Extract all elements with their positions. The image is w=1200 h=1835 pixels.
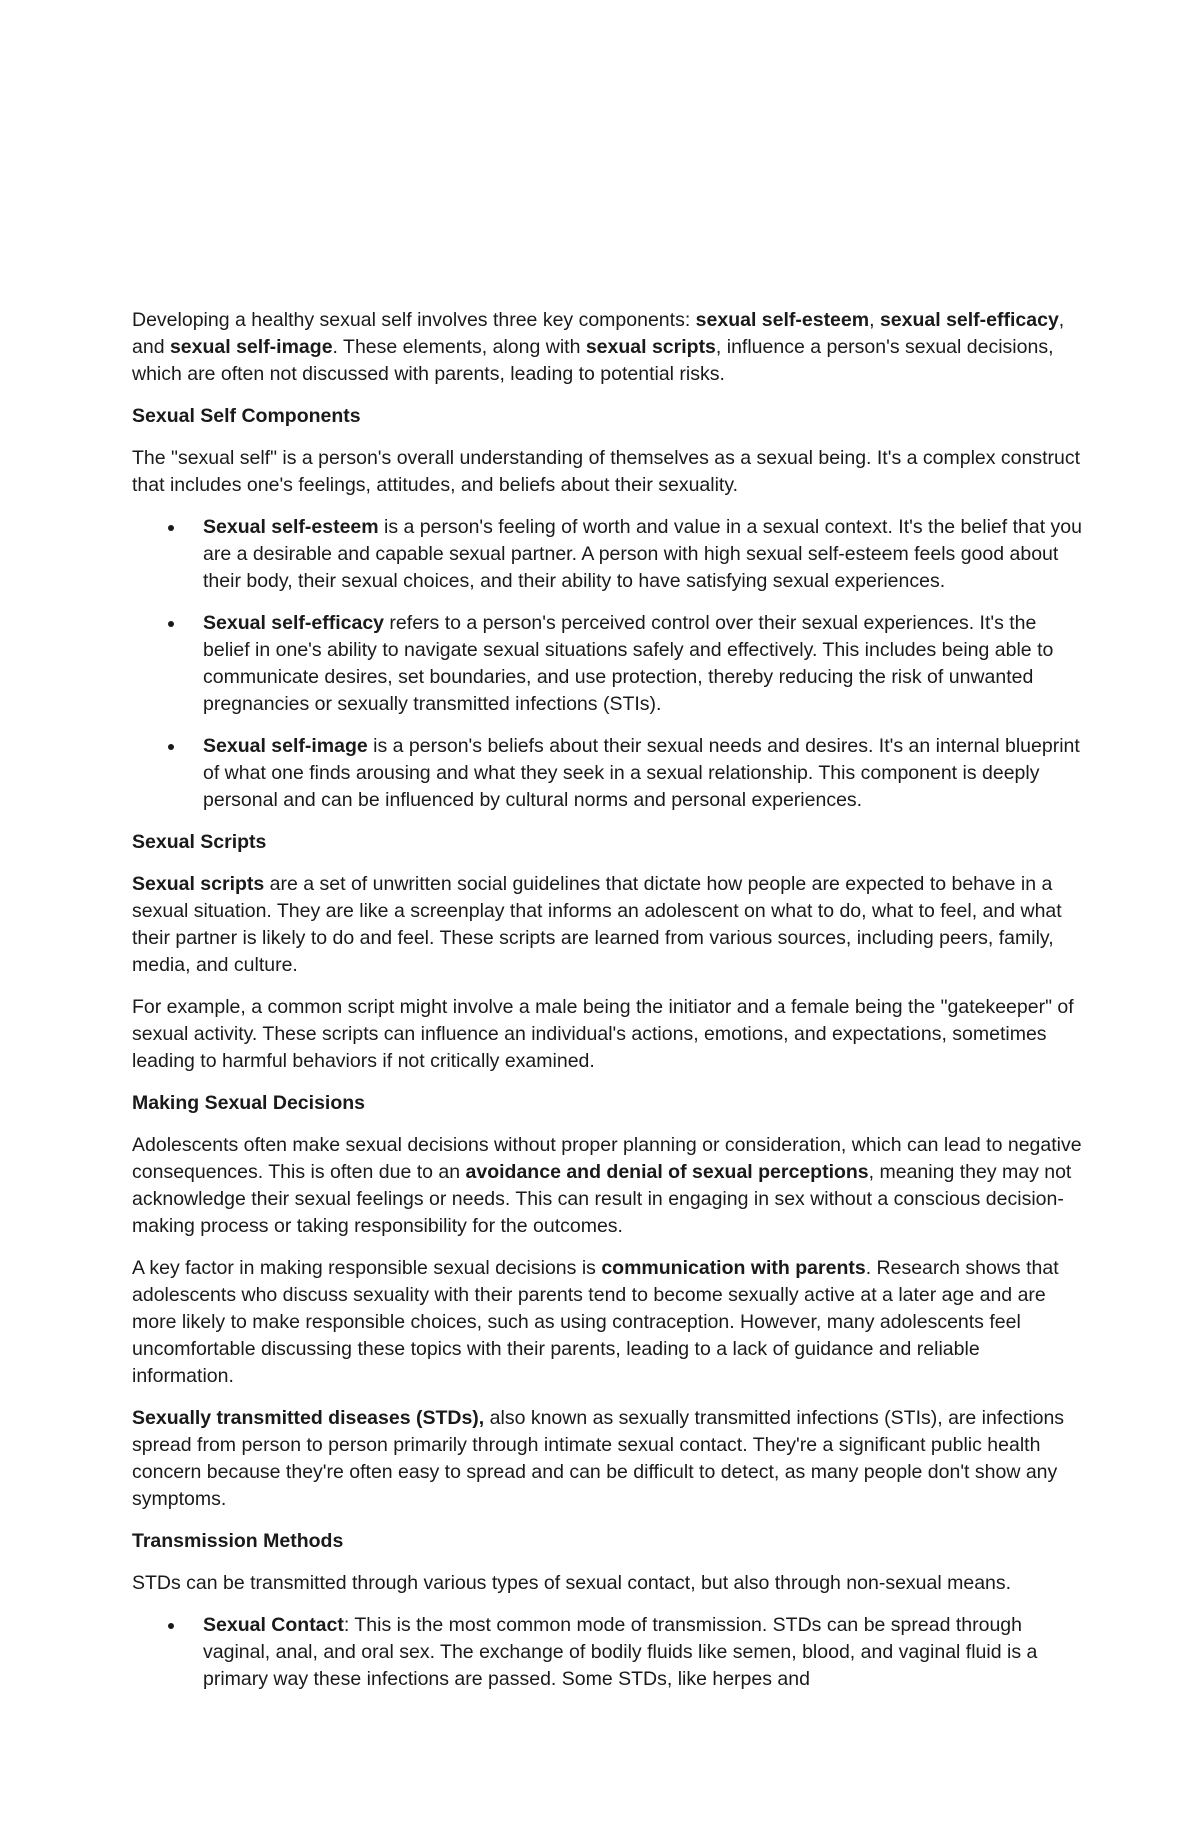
decisions-text: Adolescents often make sexual decisions without proper planning or consideration, which can lead to negative consequences. This is often due to an <box>132 1134 1082 1183</box>
scripts-text: are a set of unwritten social guidelines that dictate how people are expected to behave in a sexual situation. They are like a screenplay that informs an adolescent on what to do, what to feel, and what their partner is likely to do and feel. These scripts are learned from various sources, including peers, family, media, and culture. <box>132 873 1062 976</box>
intro-text: , and <box>132 309 1065 358</box>
document-body <box>132 307 1082 1708</box>
scripts-paragraph-2: For example, a common script might involve a male being the initiator and a female being the "gatekeeper" of sexual activity. These scripts can influence an individual's actions, emotions, and expectations, sometimes leading to harmful behaviors if not critically examined. <box>132 996 1074 1072</box>
list-item-text: is a person's feeling of worth and value in a sexual context. It's the belief that you are a desirable and capable sexual partner. A person with high sexual self-esteem feels good about their body, their sexual choices, and their ability to have satisfying sexual experiences. <box>203 516 1082 592</box>
list-item-text: : This is the most common mode of transmission. STDs can be spread through vaginal, anal, and oral sex. The exchange of bodily fluids like semen, blood, and vaginal fluid is a primary way these infections are passed. Some STDs, like herpes and <box>203 1614 1038 1690</box>
term-sexual-self-image: sexual self-image <box>169 336 333 358</box>
components-list <box>132 514 1082 814</box>
list-item-text: refers to a person's perceived control over their sexual experiences. It's the belief in one's ability to navigate sexual situations safely and effectively. This includes being able to communicate desires, set boundaries, and use protection, thereby reducing the risk of unwanted pregnancies or sexually transmitted infections (STIs). <box>203 612 1054 715</box>
intro-text: . These elements, along with <box>332 336 586 358</box>
heading-sexual-self-components: Sexual Self Components <box>132 405 361 427</box>
scripts-paragraph-1 <box>132 871 1082 979</box>
decisions-text: . Research shows that adolescents who discuss sexuality with their parents tend to become sexually active at a later age and are more likely to make responsible choices, such as using contraception. However, many adolescents feel uncomfortable discussing these topics with their parents, leading to a lack of guidance and reliable information. <box>132 1257 1059 1387</box>
decisions-text: also known as sexually transmitted infections (STIs), are infections spread from person to person primarily through intimate sexual contact. They're a significant public health concern because they're often easy to spread and can be difficult to detect, as many people don't show any symptoms. <box>132 1407 1065 1510</box>
list-item-text: is a person's beliefs about their sexual needs and desires. It's an internal blueprint of what one finds arousing and what they seek in a sexual relationship. This component is deeply personal and can be influenced by cultural norms and personal experiences. <box>203 735 1080 811</box>
list-item <box>203 733 1082 814</box>
term-stds: Sexually transmitted diseases (STDs), <box>132 1407 485 1429</box>
intro-paragraph <box>132 307 1082 388</box>
heading-sexual-scripts: Sexual Scripts <box>132 831 267 853</box>
term-communication-with-parents: communication with parents <box>601 1257 866 1279</box>
intro-text: , <box>869 309 880 331</box>
list-item <box>203 1612 1082 1693</box>
intro-text: Developing a healthy sexual self involves three key components: <box>132 309 696 331</box>
term-avoidance-denial: avoidance and denial of sexual perceptions <box>465 1161 869 1183</box>
term-sexual-self-efficacy: sexual self-efficacy <box>879 309 1059 331</box>
decisions-paragraph-2 <box>132 1255 1082 1390</box>
term-sexual-scripts-bold: Sexual scripts <box>132 873 265 895</box>
intro-text: , influence a person's sexual decisions, which are often not discussed with parents, leading to potential risks. <box>132 336 1054 385</box>
transmission-list <box>132 1612 1082 1693</box>
list-item <box>203 514 1082 595</box>
list-item-term: Sexual self-image <box>203 735 368 757</box>
decisions-paragraph-3 <box>132 1405 1082 1513</box>
term-sexual-scripts: sexual scripts <box>585 336 716 358</box>
term-sexual-self-esteem: sexual self-esteem <box>695 309 870 331</box>
list-item-term: Sexual self-esteem <box>203 516 379 538</box>
decisions-text: , meaning they may not acknowledge their sexual feelings or needs. This can result in engaging in sex without a conscious decision-making process or taking responsibility for the outcomes. <box>132 1161 1072 1237</box>
transmission-paragraph: STDs can be transmitted through various types of sexual contact, but also through non-sexual means. <box>132 1572 1012 1594</box>
components-paragraph: The "sexual self" is a person's overall understanding of themselves as a sexual being. It's a complex construct that includes one's feelings, attitudes, and beliefs about their sexuality. <box>132 447 1081 496</box>
list-item <box>203 610 1082 718</box>
heading-making-sexual-decisions: Making Sexual Decisions <box>132 1092 366 1114</box>
decisions-text: A key factor in making responsible sexual decisions is <box>132 1257 602 1279</box>
list-item-term: Sexual Contact <box>203 1614 344 1636</box>
heading-transmission-methods: Transmission Methods <box>132 1530 344 1552</box>
decisions-paragraph-1 <box>132 1132 1082 1240</box>
list-item-term: Sexual self-efficacy <box>203 612 385 634</box>
